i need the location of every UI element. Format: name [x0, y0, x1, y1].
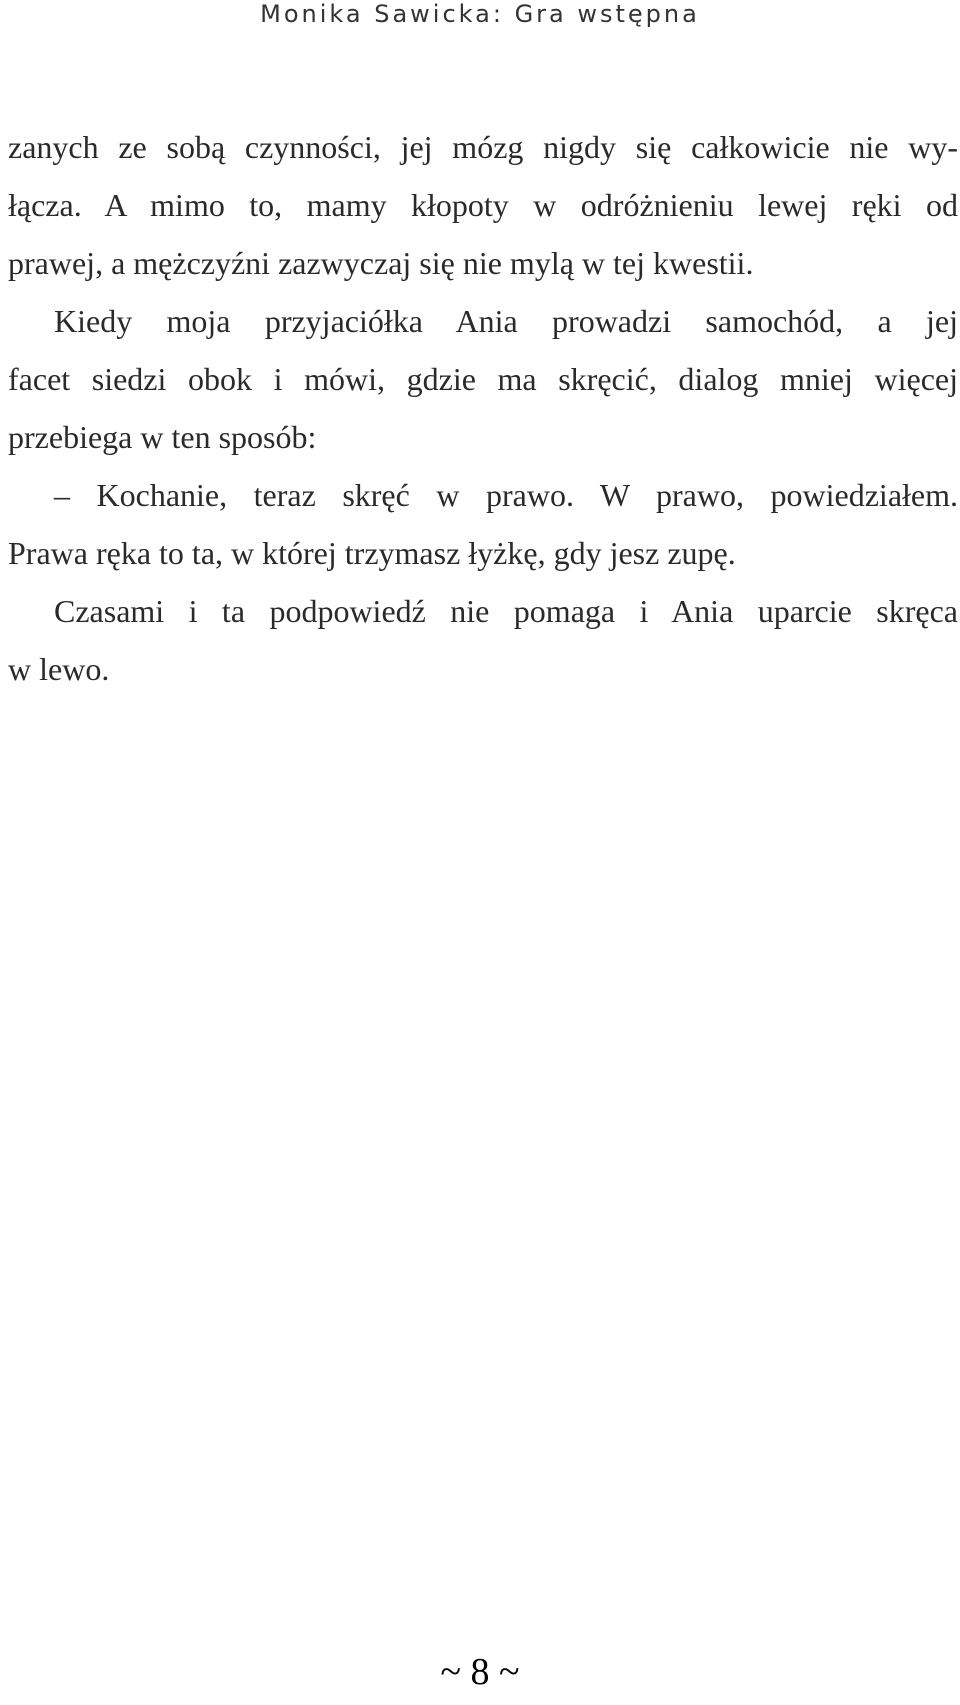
text-line-9: Czasami i ta podpowiedź nie pomaga i Ania uparcie skręca [54, 593, 958, 629]
text-line-2: łącza. A mimo to, mamy kłopoty w odróżnieniu lewej ręki od [8, 187, 958, 223]
running-header: Monika Sawicka: Gra wstępna [260, 0, 700, 28]
text-line-10: w lewo. [8, 651, 110, 687]
page-body [8, 118, 958, 698]
text-line-1: zanych ze sobą czynności, jej mózg nigdy się całkowicie nie wy- [8, 129, 958, 165]
text-line-4: Kiedy moja przyjaciółka Ania prowadzi samochód, a jej [54, 303, 958, 339]
text-line-6: przebiega w ten sposób: [8, 419, 317, 455]
text-line-8: Prawa ręka to ta, w której trzymasz łyżkę, gdy jesz zupę. [8, 535, 736, 571]
text-line-7: – Kochanie, teraz skręć w prawo. W prawo, powiedziałem. [54, 477, 958, 513]
text-line-5: facet siedzi obok i mówi, gdzie ma skręcić, dialog mniej więcej [8, 361, 958, 397]
text-line-3: prawej, a mężczyźni zazwyczaj się nie mylą w tej kwestii. [8, 245, 754, 281]
page-number: ~ 8 ~ [440, 1651, 520, 1693]
